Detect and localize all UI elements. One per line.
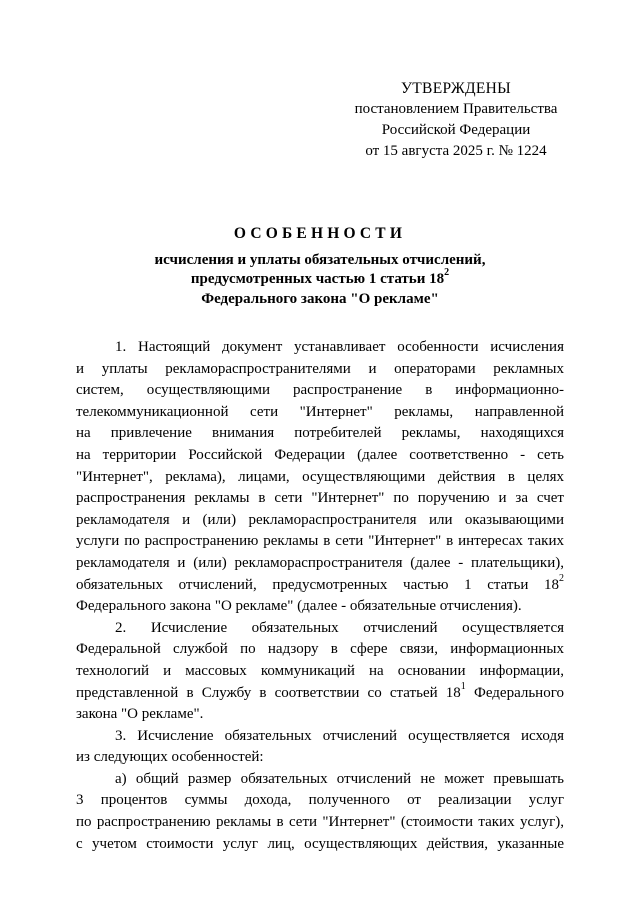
- p3-line-last: из следующих особенностей:: [76, 749, 264, 766]
- p2-line-last: закона "О рекламе".: [76, 706, 204, 723]
- title-sub-2-superscript: 2: [444, 267, 450, 278]
- p2-line-4-tail: Федерального: [465, 684, 564, 701]
- p2-line: 2. Исчисление обязательных отчислений осуществляется: [115, 619, 564, 636]
- p2-line: технологий и массовых коммуникаций на основании информации,: [76, 662, 564, 679]
- p1-line-12-text: обязательных отчислений, предусмотренных частью 1 статьи 18: [76, 576, 559, 593]
- p1-line: услуги по распространению рекламы в сети "Интернет" в интересах таких: [76, 533, 564, 550]
- p2-line-with-superscript: [76, 680, 564, 705]
- p1-line: на территории Российской Федерации (далее соответственно - сеть: [76, 446, 564, 463]
- title-sub-2: [76, 267, 564, 290]
- p2-line-4-superscript: 1: [460, 680, 466, 692]
- p1-line: и уплаты рекламораспространителями и операторами рекламных: [76, 360, 564, 377]
- p1-line: телекоммуникационной сети "Интернет" рекламы, направленной: [76, 403, 564, 420]
- approval-stamp: [340, 78, 572, 162]
- title-sub-2-text: предусмотренных частью 1 статьи 18: [190, 271, 445, 287]
- p1-line-12-superscript: 2: [559, 572, 564, 584]
- title-sub-3: Федерального закона "О рекламе": [201, 290, 439, 307]
- p3a-line: по распространению рекламы в сети "Интернет" (стоимости таких услуг),: [76, 814, 564, 831]
- p1-line: на привлечение внимания потребителей рекламы, находящихся: [76, 425, 564, 442]
- p1-line: 1. Настоящий документ устанавливает особенности исчисления: [115, 339, 564, 355]
- document-title: [76, 224, 564, 309]
- p1-line: рекламодателя и (или) рекламораспространителя или оказывающими: [76, 511, 564, 528]
- p2-line-4-text: представленной в Службу в соответствии со статьей 18: [76, 684, 461, 701]
- p1-line-last: Федерального закона "О рекламе" (далее - обязательные отчисления).: [76, 598, 522, 615]
- approval-line-3: от 15 августа 2025 г. № 1224: [365, 143, 547, 159]
- approval-line-2: Российской Федерации: [381, 122, 531, 138]
- document-body: [76, 337, 564, 855]
- p3-line: 3. Исчисление обязательных отчислений осуществляется исходя: [115, 727, 564, 744]
- p1-line: "Интернет", реклама), лицами, осуществляющими действия в целях: [76, 468, 564, 485]
- title-sub-1: исчисления и уплаты обязательных отчислений,: [154, 251, 486, 268]
- p2-line: Федеральной службой по надзору в сфере связи, информационных: [76, 641, 564, 658]
- p3a-line: а) общий размер обязательных отчислений не может превышать: [115, 770, 564, 787]
- p3a-line: с учетом стоимости услуг лиц, осуществляющих действия, указанные: [76, 835, 564, 852]
- approval-heading: УТВЕРЖДЕНЫ: [401, 80, 511, 97]
- p1-line: распространения рекламы в сети "Интернет" по поручению и за счет: [76, 490, 564, 507]
- p1-line: систем, осуществляющими распространение в информационно-: [76, 382, 564, 399]
- p3a-line: 3 процентов суммы дохода, полученного от реализации услуг: [76, 792, 564, 809]
- p1-line-with-superscript: [76, 572, 564, 597]
- approval-line-1: постановлением Правительства: [354, 101, 558, 117]
- title-main: ОСОБЕННОСТИ: [233, 225, 407, 242]
- p1-line: рекламодателя и (или) рекламораспространителя (далее - плательщики),: [76, 554, 564, 571]
